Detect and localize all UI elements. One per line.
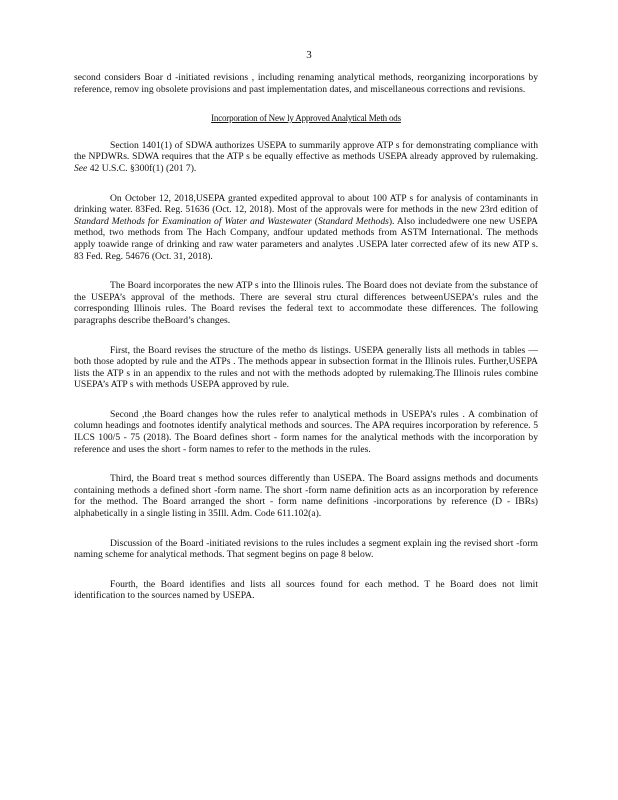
citation-signal: See [74,162,88,174]
paragraph-sdwa-authority [74,140,538,175]
section-heading-text: Incorporation of New ly Approved Analytical Meth ods [211,113,401,124]
paragraph-intro-continued: second considers Boar d -initiated revisions , including renaming analytical methods, reorganizing incorporations by reference, remov ing obsolete provisions and past implementation dates, and miscellaneous corrections and revisions. [74,72,538,95]
paragraph-first-change: First, the Board revises the structure of the metho ds listings. USEPA generally lists all methods in tables — both those adopted by rule and the ATPs . The methods appear in subsection format in the Illinois rules. Further,USEPA lists the ATP s in an appendix to the rules and not with the methods adopted by rulemaking.The Illinois rules combine USEPA’s ATP s with methods USEPA approved by rule. [74,344,538,391]
paragraph-board-incorporates: The Board incorporates the new ATP s into the Illinois rules. The Board does not deviate from the substance of the USEPA’s approval of the methods. There are several stru ctural differences betweenUSEPA’s rules and the corresponding Illinois rules. The Board revises the federal text to accommodate these differences. The following paragraphs describe theBoard’s changes. [74,280,538,326]
publication-short-title: Standard Methods [318,215,389,227]
section-heading [74,113,538,125]
paragraph-discussion: Discussion of the Board -initiated revisions to the rules includes a segment explain ing the revised short -form naming scheme for analytical methods. That segment begins on page 8 below. [74,537,538,561]
paragraph-text: Section 1401(1) of SDWA authorizes USEPA to summarily approve ATP s for demonstrating compliance with the NPDWRs. SDWA requires that the ATP s be equally effective as methods USEPA already approved by rulemaking. [74,139,538,163]
paragraph-expedited-approval [74,193,538,263]
citation-text: 42 U.S.C. §300f(1) (201 7). [89,162,197,174]
paragraph-text: ). Also includedwere one new USEPA method, two methods from The Hach Company, andfour updated methods from ASTM International. The methods apply toawide range of drinking and raw water parameters and analytes .USEPA later corrected afew of its new ATP s. 83 Fed. Reg. 54676 (Oct. 31, 2018). [74,215,538,262]
page-number: 3 [306,49,312,61]
paragraph-third-change: Third, the Board treat s method sources differently than USEPA. The Board assigns methods and documents containing methods a defined short -form name. The short -form name definition acts as an incorporation by reference for the method. The Board arranged the short - form name definitions -incorporations by reference (D - IBRs) alphabetically in a single listing in 35Ill. Adm. Code 611.102(a). [74,473,538,520]
paragraph-second-change: Second ,the Board changes how the rules refer to analytical methods in USEPA’s rules . A combination of column headings and footnotes identify analytical methods and sources. The APA requires incorporation by reference. 5 ILCS 100/5 - 75 (2018). The Board defines short - form names for the analytical methods with the incorporation by reference and uses the short - form names to refer to the methods in the rules. [74,408,538,455]
document-body [74,72,538,620]
paragraph-fourth-change: Fourth, the Board identifies and lists all sources found for each method. T he Board does not limit identification to the sources named by USEPA. [74,578,538,602]
paragraph-text: On October 12, 2018,USEPA granted expedited approval to about 100 ATP s for analysis of contaminants in drinking water. 83Fed. Reg. 51636 (Oct. 12, 2018). Most of the approvals were for methods in the new 23rd edition of [74,192,538,216]
paragraph-text: ( [314,215,318,227]
publication-title: Standard Methods for Examination of Water and Wastewater [74,215,312,227]
